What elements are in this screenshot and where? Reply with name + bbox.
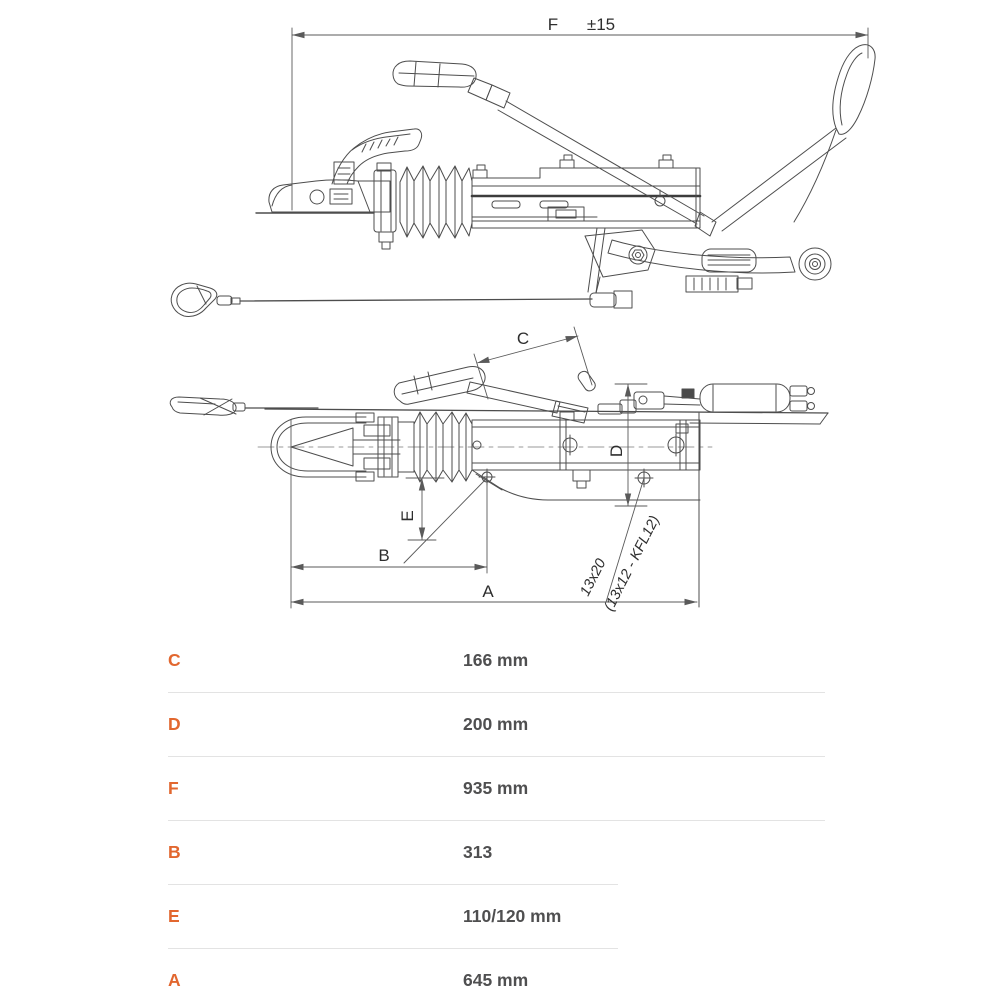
spec-value: 166 mm — [463, 650, 529, 670]
collar-side — [374, 163, 396, 249]
breakaway-cable-side — [171, 283, 592, 316]
spec-value: 200 mm — [463, 714, 529, 734]
bellows-side — [400, 166, 472, 238]
dimension-c-label: C — [516, 329, 530, 348]
dimension-c — [474, 327, 592, 399]
spec-row-b — [168, 821, 858, 884]
dimension-e-label: E — [398, 510, 417, 522]
spec-row-a — [168, 949, 858, 1000]
shock-damper-plan — [634, 384, 815, 412]
dimension-b — [291, 420, 487, 608]
spec-row-c — [168, 629, 858, 692]
spec-row-f — [168, 757, 858, 820]
handbrake-lever-rest — [393, 61, 704, 224]
breakaway-cable-plan — [170, 397, 318, 415]
slot-size-note-line1: 13x20 — [577, 556, 610, 599]
coupling-handle-side — [332, 129, 422, 184]
tube-plan — [472, 412, 700, 470]
spec-label: E — [168, 906, 180, 926]
dimension-f-label: F — [547, 15, 559, 34]
spec-label: D — [168, 714, 181, 734]
spec-label: C — [168, 650, 181, 670]
spec-row-d — [168, 693, 858, 756]
spec-value: 935 mm — [463, 778, 529, 798]
dimension-e — [398, 478, 487, 563]
slot-size-note-line2: (13x12 - KFL12) — [601, 513, 664, 614]
spec-value: 110/120 mm — [463, 906, 562, 926]
brake-linkage-side — [585, 228, 831, 308]
spec-table — [168, 629, 858, 1000]
handbrake-lever-plan — [394, 366, 636, 423]
spec-row-e — [168, 885, 858, 948]
spec-label: A — [168, 970, 181, 990]
side-view — [171, 15, 875, 317]
dimension-d-label: D — [607, 444, 626, 458]
slot-size-note — [577, 478, 663, 614]
dimension-a — [291, 582, 697, 602]
dimension-b-label: B — [378, 546, 390, 565]
dimension-a-label: A — [482, 582, 494, 601]
dimension-f-tolerance: ±15 — [586, 15, 616, 34]
coupling-head-side — [256, 180, 597, 217]
handbrake-lever-up — [695, 45, 875, 236]
spec-label: B — [168, 842, 181, 862]
spec-label: F — [168, 778, 179, 798]
plan-view — [170, 327, 828, 614]
spec-value: 313 — [463, 842, 493, 862]
spec-value: 645 mm — [463, 970, 529, 990]
